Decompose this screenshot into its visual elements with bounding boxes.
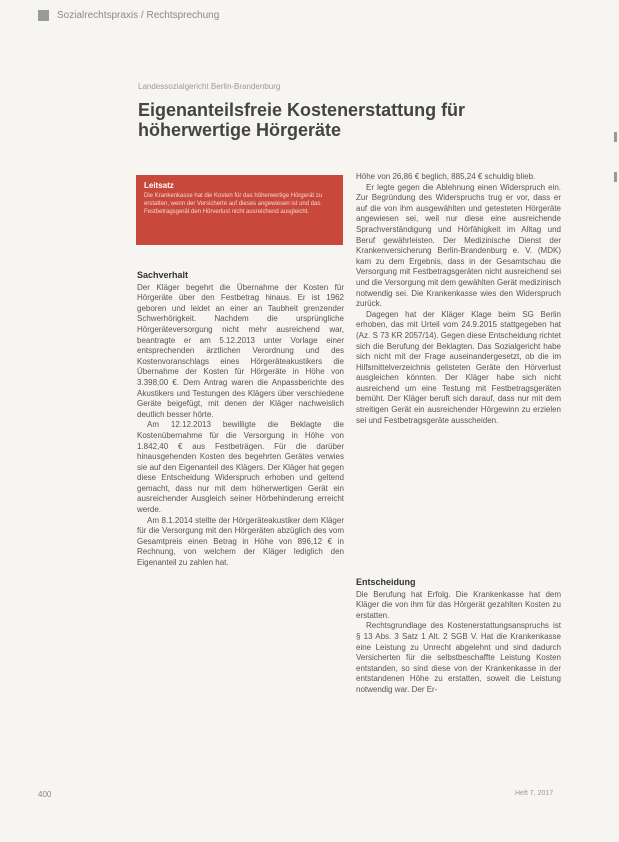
rubric-label: Sozialrechtspraxis / Rechtsprechung <box>57 10 220 21</box>
paragraph: Er legte gegen die Ablehnung einen Widerspruch ein. Zur Begründung des Widerspruchs trug er vor, dass er auf die von ihm ausgewählten und getesteten Hörgeräte angewiesen sei, weil nur diese eine ausreichende Sprachverständigung und Hörfähigkeit im Alltag und Beruf gewährleisten. Der Medizinische Dienst der Krankenversicherung Berlin-Brandenburg e. V. (MDK) kam zu dem Ergebnis, dass in der Gesamtschau die Versorgung mit Festbetragsgeräten nicht ausreichend sei und die Versorgung mit dem gewählten Gerät medizinisch notwendig sei. Die Krankenkasse wies den Widerspruch zurück. <box>356 182 561 309</box>
rubric-header <box>38 10 219 21</box>
paragraph: Höhe von 26,86 € beglich, 885,24 € schuldig blieb. <box>356 172 536 181</box>
edge-mark <box>614 132 617 142</box>
page-number: 400 <box>38 790 52 799</box>
paragraph: Dagegen hat der Kläger Klage beim SG Berlin erhoben, das mit Urteil vom 24.9.2015 stattgegeben hat (Az. S 73 KR 2057/14). Gegen diese Entscheidung richtet sich die Berufung der Beklagten. Das Sozialgericht habe sich nicht mit der Frage auseinandergesetzt, ob die im Hilfsmittelverzeichnis gelisteten Geräte den Hörverlust ausgleichen könnten. Der Kläger habe sich nicht ausreichend um eine Testung mit Festbetragsgeräten bemüht. Der Kläger beruft sich darauf, dass nur mit dem streitigen Gerät ein ausreichender Hörgewinn zu erzielen sei und Festbetragsgeräte ausscheiden. <box>356 309 561 425</box>
paragraph: Rechtsgrundlage des Kostenerstattungsanspruchs ist § 13 Abs. 3 Satz 1 Alt. 2 SGB V. Hat die Krankenkasse eine Leistung zu Unrecht abgelehnt und sind dadurch Versicherten für die selbstbeschaffte Leistung Kosten entstanden, so sind diese von der Krankenkasse in der entstandenen Höhe zu erstatten, soweit die Leistung notwendig war. Der Er- <box>356 621 561 694</box>
article-title: Eigenanteilsfreie Kostenerstattung für höherwertige Hörgeräte <box>138 100 466 140</box>
paragraph: Am 8.1.2014 stellte der Hörgeräteakustiker dem Kläger für die Versorgung mit den Hörgeräten abzüglich des vom Gesamtpreis einen Betrag in Höhe von 896,12 € in Rechnung, von welchem der Kläger lediglich den Eigenanteil zu zahlen hat. <box>137 515 344 568</box>
footer-source: Heft 7, 2017 <box>515 790 554 797</box>
case-citation: Landessozialgericht Berlin-Brandenburg <box>138 82 281 91</box>
leitsatz-box <box>136 175 343 245</box>
right-column-decision <box>356 577 561 696</box>
paragraph: Der Kläger begehrt die Übernahme der Kosten für Hörgeräte über den Festbetrag hinaus. Er ist 1962 geboren und leidet an einer an Taubheit grenzender Schwerhörigkeit. Nachdem die ursprüngliche Hörgeräteversorgung nicht mehr ausreichend war, beantragte er am 5.12.2013 unter Vorlage einer entsprechenden ärztlichen Verordnung und des Kostenvoranschlags eines Hörgeräteakustikers die Übernahme der Kosten für Hörgeräte in Höhe von 3.398,00 €. Dem Antrag waren die Anpassberichte des Akustikers und Testungen des Klägers über verschiedene Geräte beigefügt, mit denen der Kläger nachweislich deutlich besser hörte. <box>137 282 344 419</box>
leitsatz-heading: Leitsatz <box>144 181 174 190</box>
edge-mark <box>614 172 617 182</box>
section-heading-sachverhalt: Sachverhalt <box>137 270 189 280</box>
leitsatz-text: Die Krankenkasse hat die Kosten für das höherwertige Hörgerät zu erstatten, wenn der Versicherte auf dieses angewiesen ist und das Festbetragsgerät den Hörverlust nicht ausreichend ausgleicht. <box>144 193 323 215</box>
left-column <box>137 270 344 569</box>
rubric-square-icon <box>38 10 49 21</box>
paragraph: Am 12.12.2013 bewilligte die Beklagte die Kostenübernahme für die Versorgung in Höhe von 1.842,40 € aus Festbeträgen. Für die darüber hinausgehenden Kosten des begehrten Gerätes verwies sie auf den Eigenanteil des Klägers. Der Kläger hat gegen diese Entscheidung Widerspruch erhoben und geltend gemacht, dass nur mit dem höherwertigen Gerät ein ausreichender Ausgleich seiner Hörbehinderung erreicht werde. <box>137 420 344 515</box>
right-column <box>356 172 561 426</box>
section-heading-entscheidung: Entscheidung <box>356 577 416 587</box>
paragraph: Die Berufung hat Erfolg. Die Krankenkasse hat dem Kläger die von ihm für das Hörgerät gezahlten Kosten zu erstatten. <box>356 589 561 620</box>
